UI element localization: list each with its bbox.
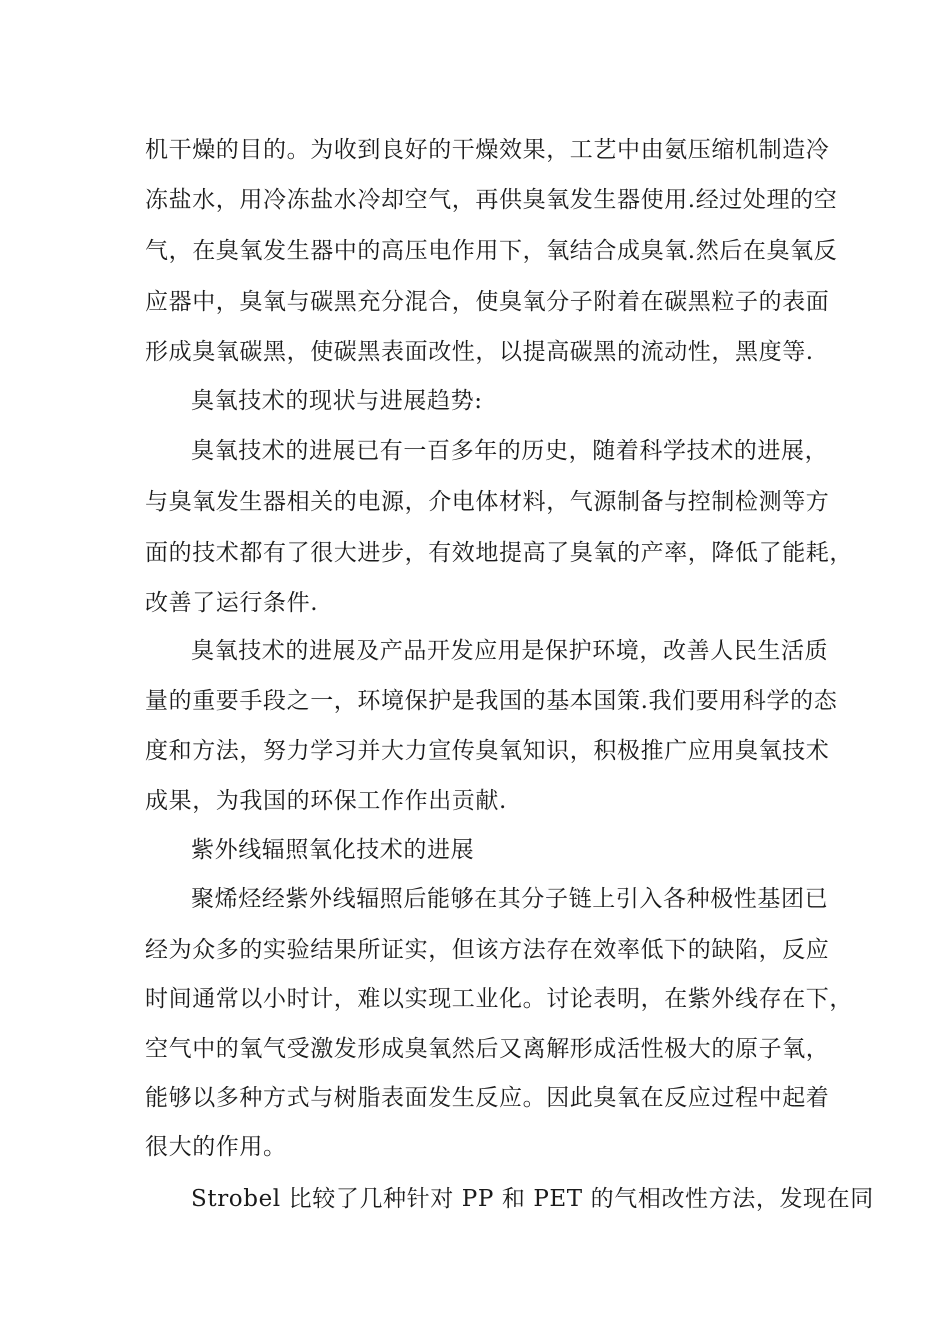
- text-line: 改善了运行条件.: [145, 590, 319, 616]
- text-line: 形成臭氧碳黑，使碳黑表面改性，以提高碳黑的流动性，黑度等.: [145, 339, 814, 365]
- text-line: 气，在臭氧发生器中的高压电作用下，氧结合成臭氧.然后在臭氧反: [145, 238, 838, 264]
- text-line: 经为众多的实验结果所证实，但该方法存在效率低下的缺陷，反应: [145, 937, 830, 963]
- section-heading: 臭氧技术的现状与进展趋势:: [191, 388, 483, 414]
- text-line: 聚烯烃经紫外线辐照后能够在其分子链上引入各种极性基团已: [191, 886, 829, 912]
- text-line: 空气中的氧气受激发形成臭氧然后又离解形成活性极大的原子氧，: [145, 1036, 830, 1062]
- text-line: Strobel 比较了几种针对 PP 和 PET 的气相改性方法，发现在同: [191, 1186, 874, 1212]
- text-line: 量的重要手段之一，环境保护是我国的基本国策.我们要用科学的态: [145, 688, 838, 714]
- text-line: 臭氧技术的进展已有一百多年的历史，随着科学技术的进展，: [191, 438, 829, 464]
- section-heading: 紫外线辐照氧化技术的进展: [191, 837, 475, 863]
- text-line: 很大的作用。: [145, 1134, 287, 1160]
- text-line: 成果，为我国的环保工作作出贡献.: [145, 788, 507, 814]
- text-line: 度和方法，努力学习并大力宣传臭氧知识，积极推广应用臭氧技术: [145, 738, 830, 764]
- text-line: 臭氧技术的进展及产品开发应用是保护环境，改善人民生活质: [191, 638, 829, 664]
- text-line: 时间通常以小时计，难以实现工业化。讨论表明，在紫外线存在下，: [145, 986, 853, 1012]
- text-line: 与臭氧发生器相关的电源，介电体材料，气源制备与控制检测等方: [145, 489, 830, 515]
- text-line: 机干燥的目的。为收到良好的干燥效果，工艺中由氨压缩机制造冷: [145, 137, 830, 163]
- text-line: 面的技术都有了很大进步，有效地提高了臭氧的产率，降低了能耗，: [145, 540, 853, 566]
- text-line: 应器中，臭氧与碳黑充分混合，使臭氧分子附着在碳黑粒子的表面: [145, 289, 830, 315]
- text-line: 冻盐水，用冷冻盐水冷却空气，再供臭氧发生器使用.经过处理的空: [145, 187, 838, 213]
- text-line: 能够以多种方式与树脂表面发生反应。因此臭氧在反应过程中起着: [145, 1085, 830, 1111]
